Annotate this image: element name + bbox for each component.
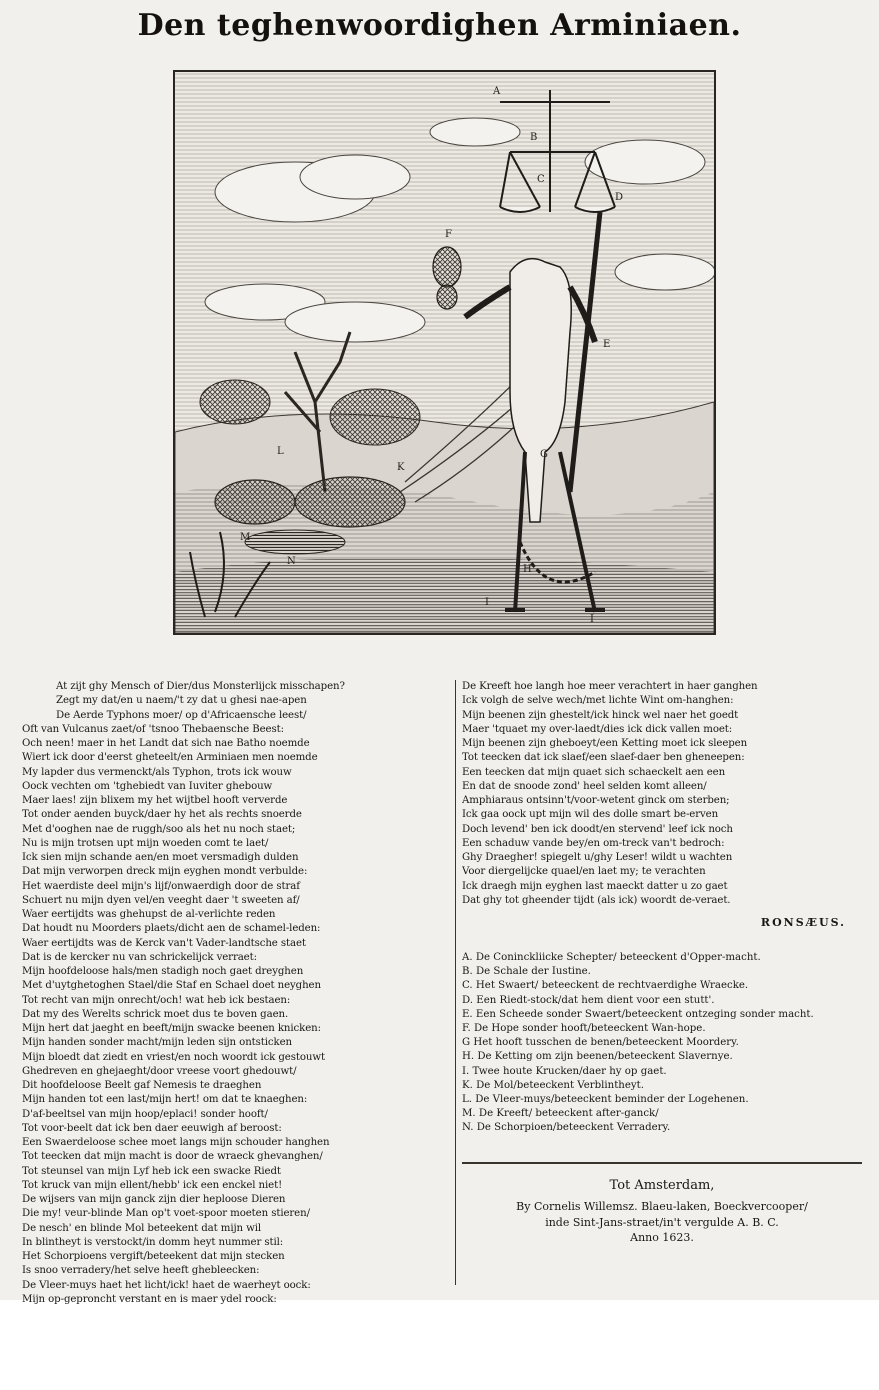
poem-left-line: Mijn handen sonder macht/mijn leden sijn ontsticken — [22, 1037, 292, 1049]
poem-right-line: Een schaduw vande bey/en om-treck van't bedroch: — [462, 837, 725, 849]
author-signature: RONSÆUS. — [760, 916, 846, 929]
poem-left-line: Dat houdt nu Moorders plaets/dicht aen de schamel-leden: — [22, 923, 321, 935]
engraving-letter-i2: I — [590, 614, 594, 625]
poem-left-line: Oft van Vulcanus zaet/of 'tsnoo Thebaensche Beest: — [22, 723, 284, 735]
engraving-letter-g: G — [540, 449, 548, 460]
legend-item: E. Een Scheede sonder Swaert/beteeckent ontzeging sonder macht. — [462, 1008, 814, 1020]
legend-item: L. De Vleer-muys/beteeckent beminder der Logehenen. — [462, 1094, 749, 1106]
poem-right-line: Een teecken dat mijn quaet sich schaeckelt aen een — [462, 766, 726, 778]
poem-right-line: De Kreeft hoe langh hoe meer verachtert in haer ganghen — [462, 681, 758, 692]
imprint-divider — [462, 1162, 862, 1164]
poem-right-line: Tot teecken dat ick slaef/een slaef-daer ben gheneepen: — [462, 752, 745, 764]
poem-left-line: Wiert ick door d'eerst gheteelt/en Arminiaen men noemde — [22, 752, 318, 764]
poem-left-line: Mijn handen tot een last/mijn hert! om dat te knaeghen: — [22, 1094, 308, 1106]
legend-item: D. Een Riedt-stock/dat hem dient voor een stutt'. — [462, 994, 715, 1006]
imprint-year: Anno 1623. — [630, 1231, 694, 1244]
poem-left-line: Zegt my dat/en u naem/'t zy dat u ghesi nae-apen — [56, 695, 307, 707]
engraving-letter-k: K — [397, 462, 405, 473]
poem-left-line: Schuert nu mijn dyen vel/en veeght daer 't sweeten af/ — [22, 894, 300, 906]
engraving-letter-n: N — [287, 556, 296, 567]
poem-left-line: Nu is mijn trotsen upt mijn woeden comt te laet/ — [22, 837, 269, 849]
poem-left-line: Waer eertijdts was de Kerck van't Vader-landtsche staet — [22, 937, 306, 949]
poem-left-line: Dat my des Werelts schrick moet dus te boven gaen. — [22, 1008, 289, 1020]
poem-right-line: Voor diergelijcke quael/en laet my; te verachten — [462, 866, 706, 878]
poem-left-line: Tot recht van mijn onrecht/och! wat heb ick bestaen: — [22, 994, 291, 1006]
poem-left-line: Dat mijn verworpen dreck mijn eyghen mondt verbulde: — [22, 866, 308, 878]
print-title: Den teghenwoordighen Arminiaen. — [137, 8, 742, 43]
poem-left-line: Tot kruck van mijn ellent/hebb' ick een enckel niet! — [22, 1179, 283, 1191]
poem-left-line: Waer eertijdts was ghehupst de al-verlichte reden — [22, 909, 276, 920]
legend-item: K. De Mol/beteeckent Verblintheyt. — [462, 1079, 644, 1091]
engraving-letter-i1: I — [485, 597, 489, 608]
poem-left-column — [22, 680, 447, 1305]
column-divider — [455, 680, 456, 1285]
poem-right-line: Dat ghy tot gheender tijdt (als ick) woordt de-veraet. — [462, 894, 731, 906]
poem-left-line: De Aerde Typhons moer/ op d'Africaensche leest/ — [56, 709, 307, 721]
poem-left-line: In blintheyt is verstockt/in domm heyt nummer stil: — [22, 1236, 284, 1248]
legend-item: M. De Kreeft/ beteeckent after-ganck/ — [462, 1108, 659, 1120]
poem-left-line: Een Swaerdeloose schee moet langs mijn schouder hanghen — [22, 1137, 330, 1148]
poem-left-line: Ghedreven en ghejaeght/door vreese voort ghedouwt/ — [22, 1065, 297, 1077]
poem-left-line: Het waerdiste deel mijn's lijf/onwaerdigh door de straf — [22, 880, 300, 892]
imprint-place: Tot Amsterdam, — [609, 1178, 715, 1193]
engraving-letter-h: H — [523, 564, 532, 575]
engraving-picture — [175, 72, 714, 633]
engraving-letter-m: M — [240, 532, 251, 543]
poem-left-line: Dit hoofdeloose Beelt gaf Nemesis te draeghen — [22, 1080, 262, 1091]
imprint-address: inde Sint-Jans-straet/in't vergulde A. B. C. — [545, 1216, 779, 1229]
engraving-letter-d: D — [615, 192, 624, 203]
poem-left-line: Met d'uytghetoghen Stael/die Staf en Schael doet neyghen — [22, 980, 321, 992]
poem-left-line: Met d'ooghen nae de ruggh/soo als het nu noch staet; — [22, 823, 296, 835]
engraving-letter-c: C — [537, 174, 545, 185]
poem-right-line: Doch levend' ben ick doodt/en stervend' leef ick noch — [462, 823, 733, 835]
poem-left-line: At zijt ghy Mensch of Dier/dus Monsterlijck misschapen? — [56, 681, 345, 692]
engraving-letter-b: B — [530, 132, 538, 143]
legend-item: N. De Schorpioen/beteeckent Verradery. — [462, 1122, 671, 1134]
poem-right-line: Mijn beenen zijn ghestelt/ick hinck wel naer het goedt — [462, 709, 739, 721]
poem-right-line: Ick draegh mijn eyghen last maeckt datter u zo gaet — [462, 880, 728, 892]
legend-item: H. De Ketting om zijn beenen/beteeckent Slavernye. — [462, 1051, 733, 1063]
poem-left-line: Is snoo verradery/het selve heeft ghebleecken: — [22, 1265, 260, 1277]
poem-left-line: Het Schorpioens vergift/beteekent dat mijn stecken — [22, 1251, 285, 1262]
poem-left-line: De Vleer-muys haet het licht/ick! haet de waerheyt oock: — [22, 1279, 311, 1291]
imprint — [462, 1178, 862, 1244]
poem-left-line: Ick sien mijn schande aen/en moet versmadigh dulden — [22, 852, 299, 863]
poem-right-line: Ick gaa oock upt mijn wil des dolle smart be-erven — [462, 809, 719, 821]
poem-left-line: Oock vechten om 'tghebiedt van Iuviter ghebouw — [22, 780, 273, 792]
poem-left-line: Och neen! maer in het Landt dat sich nae Batho noemde — [22, 738, 310, 749]
legend-item: C. Het Swaert/ beteeckent de rechtvaerdighe Wraecke. — [462, 980, 749, 992]
poem-right-line: Ghy Draegher! spiegelt u/ghy Leser! wildt u wachten — [462, 852, 733, 863]
legend-item: G Het hooft tusschen de benen/beteeckent Moordery. — [462, 1037, 739, 1049]
legend-item: I. Twee houte Krucken/daer hy op gaet. — [462, 1065, 667, 1077]
poem-left-line: Mijn bloedt dat ziedt en vriest/en noch woordt ick gestouwt — [22, 1051, 325, 1063]
poem-left-line: Die my! veur-blinde Man op't voet-spoor moeten stieren/ — [22, 1208, 310, 1220]
poem-left-line: De nesch' en blinde Mol beteekent dat mijn wil — [22, 1222, 262, 1234]
poem-right-line: Mijn beenen zijn gheboeyt/een Ketting moet ick sleepen — [462, 738, 748, 749]
poem-left-line: Tot teecken dat mijn macht is door de wraeck ghevanghen/ — [22, 1151, 323, 1163]
poem-right-line: En dat de snoode zond' heel selden komt alleen/ — [462, 780, 707, 792]
poem-left-line: Tot voor-beelt dat ick ben daer eeuwigh af beroost: — [22, 1122, 282, 1134]
poem-left-line: My lapder dus vermenckt/als Typhon, trots ick wouw — [22, 766, 292, 778]
imprint-publisher: By Cornelis Willemsz. Blaeu-laken, Boeckvercooper/ — [516, 1200, 808, 1213]
engraving — [173, 70, 716, 635]
poem-left-line: De wijsers van mijn ganck zijn dier heploose Dieren — [22, 1194, 286, 1205]
engraving-letter-f: F — [445, 229, 452, 240]
legend-item: F. De Hope sonder hooft/beteeckent Wan-hope. — [462, 1023, 706, 1035]
legend — [462, 951, 862, 1136]
poem-left-line: Mijn hert dat jaeght en beeft/mijn swacke beenen knicken: — [22, 1023, 321, 1034]
legend-item: A. De Coninckliicke Schepter/ beteeckent d'Opper-macht. — [462, 952, 761, 963]
poem-left-line: Tot onder aenden buyck/daer hy het als rechts snoerde — [22, 809, 302, 821]
engraving-letter-l: L — [277, 446, 284, 457]
poem-right-line: Maer 'tquaet my over-laedt/dies ick dick vallen moet: — [462, 723, 733, 735]
poem-right-line: Ick volgh de selve wech/met lichte Wint om-hanghen: — [462, 695, 734, 707]
poem-left-line: D'af-beeltsel van mijn hoop/eplaci! sonder hooft/ — [22, 1108, 268, 1120]
poem-left-line: Mijn hoofdeloose hals/men stadigh noch gaet dreyghen — [22, 966, 304, 977]
engraving-letter-e: E — [603, 339, 611, 350]
engraving-letter-a: A — [493, 86, 501, 97]
poem-right-line: Amphiaraus ontsinn't/voor-wetent ginck om sterben; — [462, 795, 730, 806]
poem-right-column — [462, 680, 862, 1136]
poem-left-line: Maer laes! zijn blixem my het wijtbel hooft ververde — [22, 795, 288, 806]
legend-item: B. De Schale der Iustine. — [462, 966, 591, 978]
poem-left-line: Tot steunsel van mijn Lyf heb ick een swacke Riedt — [22, 1165, 281, 1177]
poem-left-line: Mijn op-geproncht verstant en is maer ydel roock: — [22, 1293, 277, 1305]
poem-left-line: Dat is de kercker nu van schrickelijck verraet: — [22, 951, 257, 963]
poem-left-lines — [22, 680, 447, 1307]
